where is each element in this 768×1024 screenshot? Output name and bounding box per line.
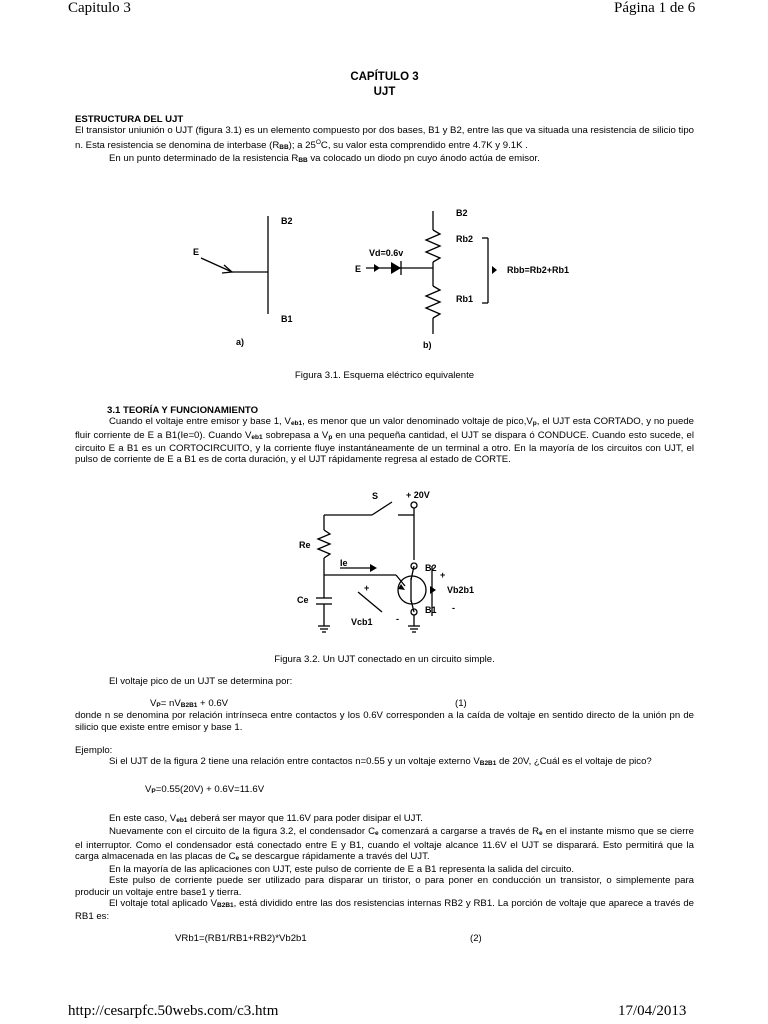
label-plus: +: [440, 570, 446, 580]
text: se descargue rápidamente a través del UJT.: [239, 850, 430, 862]
text: comenzará a cargarse a través de R: [378, 826, 540, 838]
label-plus: +: [364, 583, 370, 593]
text: C, su valor esta comprendido entre 4.7K y 9.1K .: [320, 139, 528, 151]
resistor-rb2: [426, 230, 440, 262]
label-a: a): [236, 337, 245, 347]
equation: VRb1=(RB1/RB1+RB2)*Vb2b1: [175, 932, 307, 944]
page-header-right: Página 1 de 6: [614, 0, 696, 16]
text: , el UJT esta CORTADO, y no puede fluir corriente de E a B1(Ie=0). Cuando V: [75, 416, 694, 441]
label-20v: + 20V: [406, 490, 430, 500]
figure-3-1-caption: Figura 3.1. Esquema eléctrico equivalente: [294, 370, 475, 381]
subscript: P: [151, 787, 156, 795]
page-header-left: Capitulo 3: [68, 0, 131, 16]
paragraph: [75, 813, 694, 826]
paragraph: En la mayoría de las aplicaciones con UJT, este pulso de corriente de E a B1 representa la salida del circuito.: [109, 864, 575, 876]
section-heading: ESTRUCTURA DEL UJT: [75, 114, 184, 125]
label-vb2b1: Vb2b1: [447, 585, 475, 595]
ujt-icon: [398, 576, 426, 604]
subscript: p: [532, 420, 537, 428]
chapter-title-line1: CAPÍTULO 3: [350, 71, 419, 83]
vcb1-arrow: [358, 592, 382, 612]
text: El transistor uniunión o UJT (figura 3.1) es un elemento compuesto por dos bases, B1 y B2, entre las que va situada una resistencia de silicio tipo n. Esta resistencia se denomina de interbase (R: [75, 125, 694, 151]
equation-number: (2): [470, 932, 482, 944]
text: En este caso, V: [109, 813, 177, 824]
text: En un punto determinado de la resistencia R: [109, 152, 299, 164]
page-footer-url[interactable]: http://cesarpfc.50webs.com/c3.htm: [68, 1003, 279, 1019]
text: de 20V, ¿Cuál es el voltaje de pico?: [496, 756, 652, 768]
switch-icon: [372, 502, 392, 515]
text: , es menor que un valor denominado voltaje de pico,V: [302, 416, 533, 428]
formula-section: [75, 676, 694, 733]
arrow-icon: [374, 264, 380, 272]
chapter-title-line2: UJT: [373, 86, 396, 98]
example-section: [75, 745, 694, 797]
label-ie: Ie: [340, 558, 348, 568]
superscript: O: [315, 138, 321, 146]
text: =0.55(20V) + 0.6V=11.6V: [155, 783, 265, 795]
text: + 0.6V: [197, 698, 229, 710]
subscript: BB: [298, 156, 308, 164]
figure-3-2: [0, 480, 768, 640]
subscript: eb1: [251, 433, 263, 441]
label-re: Re: [299, 540, 311, 550]
label-rb2: Rb2: [456, 234, 474, 244]
equation: [150, 698, 228, 711]
text: Cuando el voltaje entre emisor y base 1, V: [109, 416, 291, 428]
text: V: [145, 783, 152, 795]
resistor-re: [318, 530, 330, 558]
subscript: eb1: [290, 420, 303, 428]
subscript: B2B1: [217, 902, 234, 910]
text: ); a 25: [288, 139, 316, 151]
subscript: B2B1: [479, 760, 497, 768]
label-vd: Vd=0.6v: [369, 248, 404, 258]
example-label: Ejemplo:: [75, 745, 113, 756]
figure-3-1: [0, 0, 768, 400]
label-vcb1: Vcb1: [351, 617, 373, 627]
label-rb1: Rb1: [456, 294, 474, 304]
equation-1: [75, 698, 694, 710]
section-heading: 3.1 TEORÍA Y FUNCIONAMIENTO: [107, 405, 259, 416]
equation-number: (1): [455, 698, 467, 710]
paragraph: [75, 898, 694, 923]
subscript: eb1: [176, 817, 188, 824]
paragraph: [75, 756, 694, 769]
label-rbb: Rbb=Rb2+Rb1: [507, 265, 570, 275]
equation: [75, 784, 694, 797]
paragraph: Este pulso de corriente puede ser utilizado para disparar un tiristor, o para poner en conducción un transistor, o simplemente para producir un voltaje entre base1 y tierra.: [75, 875, 694, 898]
text: Si el UJT de la figura 2 tiene una relación entre contactos n=0.55 y un voltaje externo V: [109, 756, 480, 768]
label-b2: B2: [281, 216, 293, 226]
paragraph: [75, 826, 694, 864]
text: va colocado un diodo pn cuyo ánodo actúa de emisor.: [307, 152, 540, 164]
section-teoria: [75, 405, 694, 465]
arrow-icon: [370, 564, 377, 572]
subscript: e: [539, 830, 543, 838]
emitter-arrow: [222, 265, 232, 273]
arrow-icon: [430, 586, 436, 594]
emitter-lead: [201, 258, 232, 272]
paragraph: [75, 416, 694, 465]
label-e: E: [355, 264, 362, 274]
paragraph: El voltaje pico de un UJT se determina por:: [109, 676, 293, 687]
text: deberá ser mayor que 11.6V para poder disipar el UJT.: [187, 813, 423, 824]
label-b1: B1: [281, 314, 293, 324]
subscript: e: [235, 854, 240, 862]
text: Nuevamente con el circuito de la figura 3.2, el condensador C: [109, 826, 376, 838]
text: en el instante mismo que se cierre el interruptor. Como el condensador está conectado entre E y B1, cuando el voltaje alcance 11.6V el UJT se disparará. Esto permitirá que la carga almacenada en las placas de C: [75, 826, 694, 862]
figure-3-2-caption: Figura 3.2. Un UJT conectado en un circuito simple.: [274, 654, 495, 665]
label-minus: -: [452, 603, 455, 613]
subscript: BB: [279, 143, 289, 151]
label-b: b): [423, 340, 432, 350]
label-s: S: [372, 491, 379, 501]
paragraph: donde n se denomina por relación intrínseca entre contactos y los 0.6V corresponden a la caída de voltaje en sentido directo de la unión pn de silicio que existe entre emisor y base 1.: [75, 710, 694, 733]
subscript: P: [156, 702, 161, 710]
label-minus: -: [396, 614, 399, 624]
terminal-20v: [411, 502, 417, 508]
arrow-icon: [492, 266, 497, 274]
label-e: E: [193, 247, 200, 257]
resistor-rb1: [426, 286, 440, 318]
subscript: B2B1: [180, 702, 198, 710]
subscript: p: [328, 433, 333, 441]
diode-icon: [391, 262, 401, 274]
label-ce: Ce: [297, 595, 309, 605]
page-footer-date: 17/04/2013: [618, 1003, 687, 1019]
label-b2: B2: [425, 563, 437, 573]
text: V: [150, 698, 157, 710]
subscript: e: [375, 830, 379, 838]
label-b1: B1: [425, 605, 437, 615]
text: El voltaje total aplicado V: [109, 898, 218, 910]
text: sobrepasa a V: [262, 429, 329, 441]
text: en una pequeña cantidad, el UJT se dispara ó CONDUCE. Cuando esto sucede, el circuito E a B1 es un CORTOCIRCUITO, y la corriente fluye instantáneamente de un terminal a otro. En la mayoría de los circuitos con UJT, el pulso de corriente de E a B1 es de corta duración, y el UJT rápidamente regresa al estado de CORTE.: [75, 429, 694, 466]
text: , está dividido entre las dos resistencias internas RB2 y RB1. La porción de voltaje que aparece a través de RB1 es:: [75, 898, 694, 923]
emitter-lead: [396, 575, 405, 586]
equation-2: [75, 933, 694, 945]
discussion-section: [75, 813, 694, 945]
text: = nV: [160, 698, 181, 710]
label-b2: B2: [456, 208, 468, 218]
